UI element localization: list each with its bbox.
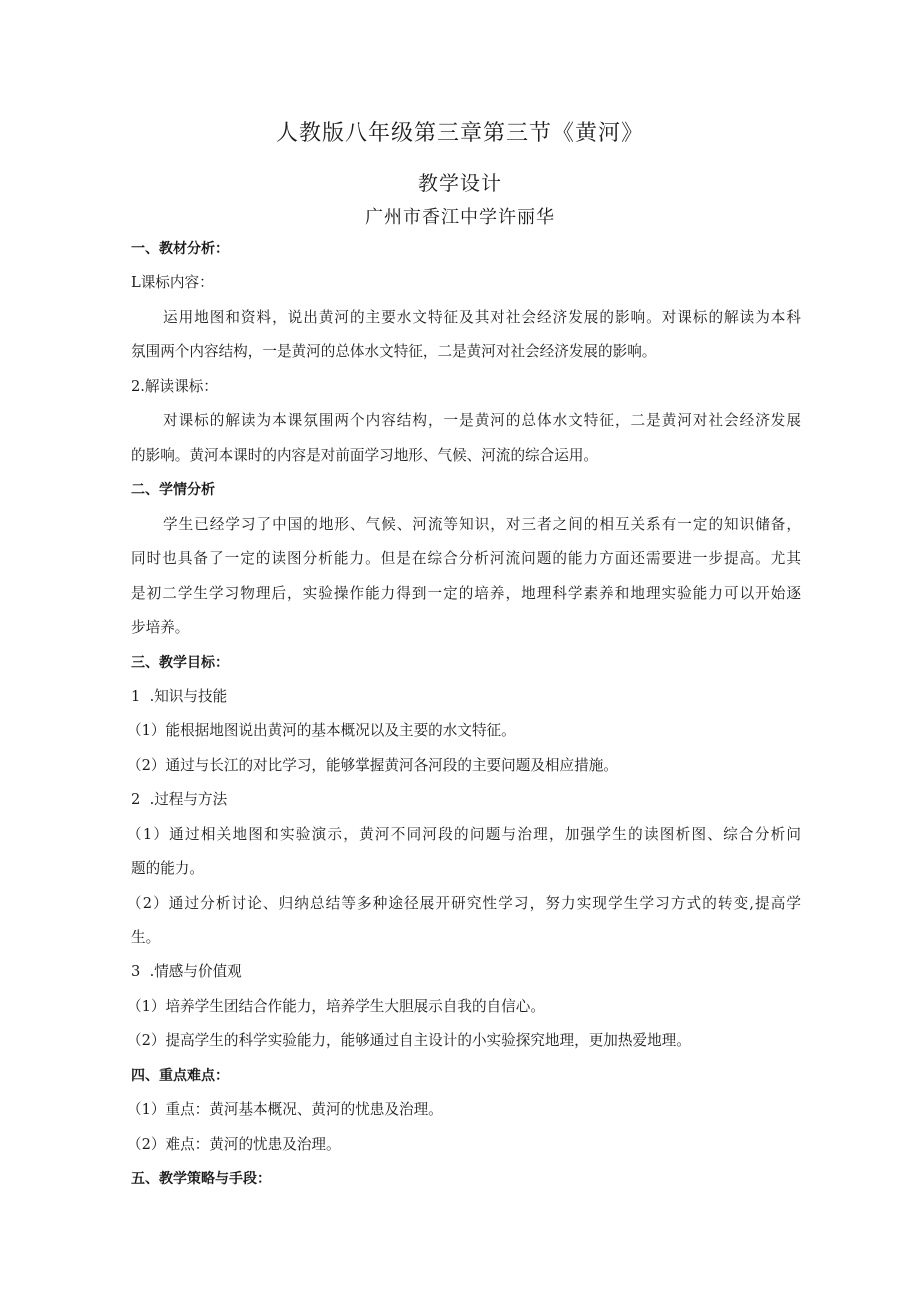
goal-item: （2）通过分析讨论、归纳总结等多种途径展开研究性学习，努力实现学生学习方式的转变,提高学 (127, 895, 801, 912)
document-author: 广州市香江中学许丽华 (365, 207, 555, 228)
document-title: 人教版八年级第三章第三节《黄河》 (275, 121, 644, 146)
goal-item: （1）通过相关地图和实验演示，黄河不同河段的问题与治理，加强学生的读图析图、综合分析问 (127, 826, 801, 843)
paragraph-line: 是初二学生学习物理后，实验操作能力得到一定的培养，地理科学素养和地理实验能力可以开始逐 (131, 585, 801, 602)
section-heading-teaching-goals: 三、教学目标： (131, 655, 229, 671)
key-point-item: （1）重点：黄河基本概况、黄河的忧患及治理。 (127, 1101, 443, 1118)
section-heading-strategies: 五、教学策略与手段： (131, 1171, 271, 1187)
paragraph-line: 学生已经学习了中国的地形、气候、河流等知识，对三者之间的相互关系有一定的知识储备， (163, 516, 801, 533)
goal-item: （1）培养学生团结合作能力，培养学生大胆展示自我的自信心。 (127, 998, 545, 1015)
goal-group-emotion: 3 .情感与价值观 (131, 963, 242, 980)
paragraph-line: 的影响。黄河本课时的内容是对前面学习地形、气候、河流的综合运用。 (131, 447, 599, 464)
section-heading-textbook-analysis: 一、教材分析： (131, 241, 229, 257)
paragraph-line: 步培养。 (131, 619, 190, 636)
section-heading-key-points: 四、重点难点： (131, 1068, 229, 1084)
curriculum-content-label: L课标内容： (131, 274, 214, 291)
paragraph-line: 同时也具备了一定的读图分析能力。但是在综合分析河流问题的能力方面还需要进一步提高。尤其 (131, 550, 801, 567)
document-subtitle: 教学设计 (418, 171, 502, 195)
paragraph-line: 氛围两个内容结构，一是黄河的总体水文特征，二是黄河对社会经济发展的影响。 (131, 343, 657, 360)
section-heading-student-analysis: 二、学情分析 (131, 482, 215, 498)
goal-item: （2）通过与长江的对比学习，能够掌握黄河各河段的主要问题及相应措施。 (127, 757, 618, 774)
interpret-standards-label: 2.解读课标： (131, 378, 218, 395)
paragraph-line: 运用地图和资料，说出黄河的主要水文特征及其对社会经济发展的影响。对课标的解读为本科 (163, 309, 801, 326)
goal-group-process: 2 .过程与方法 (131, 791, 228, 808)
goal-item-continued: 生。 (131, 929, 161, 946)
goal-group-knowledge: 1 .知识与技能 (131, 688, 228, 705)
difficulty-item: （2）难点：黄河的忧患及治理。 (127, 1136, 341, 1153)
goal-item: （1）能根据地图说出黄河的基本概况以及主要的水文特征。 (127, 722, 516, 739)
goal-item-continued: 题的能力。 (131, 860, 204, 877)
paragraph-line: 对课标的解读为本课氛围两个内容结构，一是黄河的总体水文特征，二是黄河对社会经济发展 (163, 412, 801, 429)
goal-item: （2）提高学生的科学实验能力，能够通过自主设计的小实验探究地理，更加热爱地理。 (127, 1032, 691, 1049)
